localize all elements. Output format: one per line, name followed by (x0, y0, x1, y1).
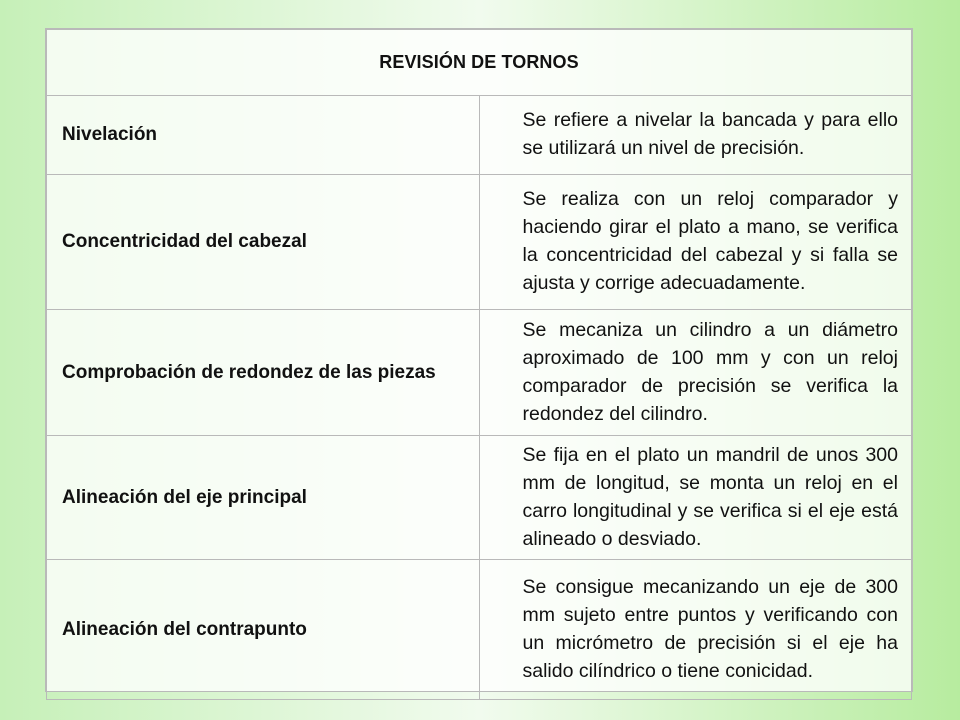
revision-table (46, 29, 912, 700)
row-label-cell (47, 96, 480, 175)
row-label-cell (47, 560, 480, 700)
row-description: Se realiza con un reloj comparador y haciendo girar el plato a mano, se verifica la concentricidad del cabezal y si falla se ajusta y corrige adecuadamente. (522, 188, 898, 294)
row-description-cell (479, 560, 912, 700)
table-row (47, 560, 912, 700)
table-title-row (47, 30, 912, 96)
row-label: Concentricidad del cabezal (62, 231, 307, 252)
row-label-cell (47, 175, 480, 310)
row-description-cell (479, 96, 912, 175)
table-row (47, 310, 912, 436)
table-row (47, 175, 912, 310)
row-label: Alineación del eje principal (62, 486, 307, 508)
table-title: REVISIÓN DE TORNOS (47, 30, 912, 96)
row-description-cell (479, 310, 912, 436)
row-description-cell (479, 175, 912, 310)
row-description: Se refiere a nivelar la bancada y para ello se utilizará un nivel de precisión. (522, 109, 898, 159)
row-label: Nivelación (62, 124, 158, 145)
row-label: Comprobación de redondez de las piezas (62, 361, 436, 383)
revision-table-container (45, 28, 913, 692)
row-label-cell (47, 310, 480, 436)
row-description: Se consigue mecanizando un eje de 300 mm sujeto entre puntos y verificando con un micrómetro de precisión si el eje ha salido cilíndrico o tiene conicidad. (522, 575, 898, 682)
row-description: Se mecaniza un cilindro a un diámetro aproximado de 100 mm y con un reloj comparador de precisión se verifica la redondez del cilindro. (522, 318, 898, 425)
row-description: Se fija en el plato un mandril de unos 300 mm de longitud, se monta un reloj en el carro longitudinal y se verifica si el eje está alineado o desviado. (522, 443, 898, 550)
row-label-cell (47, 436, 480, 560)
row-description-cell (479, 436, 912, 560)
table-row (47, 96, 912, 175)
row-label: Alineación del contrapunto (62, 618, 307, 640)
table-row (47, 436, 912, 560)
